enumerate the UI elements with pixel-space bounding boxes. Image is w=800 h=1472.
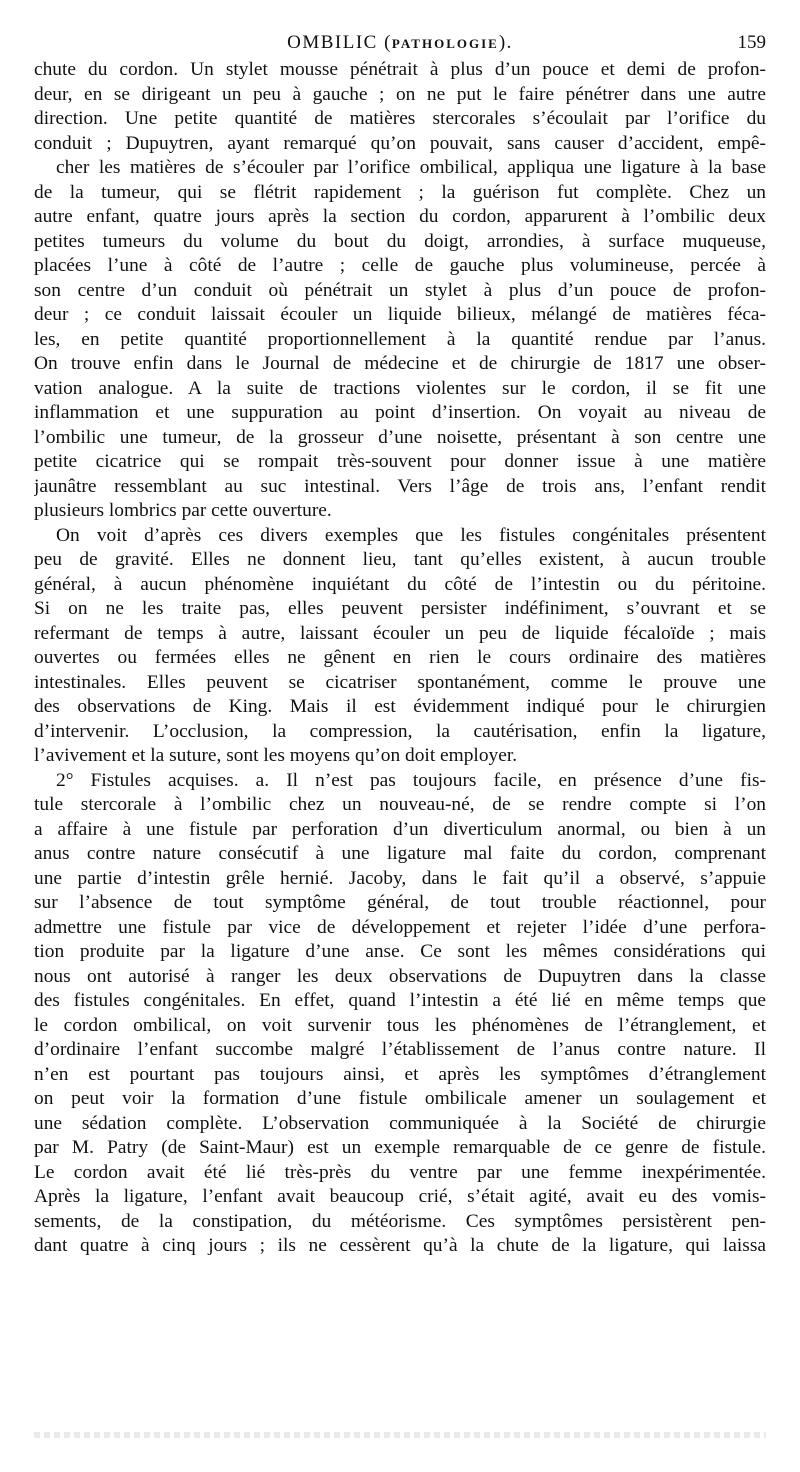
running-title-close: ).	[498, 32, 513, 53]
text-line: Le cordon avait été lié très-près du ventre par une femme inexpérimentée.	[34, 1161, 766, 1183]
text-line: le cordon ombilical, on voit survenir tous les phénomènes de l’étranglement, et	[34, 1014, 766, 1036]
text-line: l’avivement et la suture, sont les moyens qu’on doit employer.	[34, 745, 518, 766]
text-line: petites tumeurs du volume du bout du doigt, arrondies, à surface muqueuse,	[34, 230, 766, 252]
running-title	[34, 30, 766, 57]
text-line: une partie d’intestin grêle hernié. Jacoby, dans le fait qu’il a observé, s’appuie	[34, 867, 766, 889]
text-line: intestinales. Elles peuvent se cicatriser spontanément, comme le prouve une	[34, 671, 766, 693]
text-line: l’ombilic une tumeur, de la grosseur d’une noisette, présentant à son centre une	[34, 426, 766, 448]
text-line: les, en petite quantité proportionnellement à la quantité rendue par l’anus.	[34, 328, 766, 350]
text-line: tion produite par la ligature d’une anse. Ce sont les mêmes considérations qui	[34, 941, 766, 962]
text-line: une sédation complète. L’observation communiquée à la Société de chirurgie	[34, 1112, 766, 1134]
text-line: nous ont autorisé à ranger les deux observations de Dupuytren dans la classe	[34, 965, 766, 987]
text-line: admettre une fistule par vice de développement et rejeter l’idée d’une perfora-	[34, 916, 766, 938]
text-line: des observations de King. Mais il est évidemment indiqué pour le chirurgien	[34, 696, 766, 717]
text-line: conduit ; Dupuytren, ayant remarqué qu’on pouvait, sans causer d’accident, empê-	[34, 132, 766, 154]
text-line: Si on ne les traite pas, elles peuvent persister indéfiniment, s’ouvrant et se	[34, 598, 766, 619]
running-title-main: OMBILIC (	[287, 32, 392, 53]
text-line: 2° Fistules acquises. a. Il n’est pas toujours facile, en présence d’une fis-	[56, 769, 766, 791]
text-line: général, à aucun phénomène inquiétant du côté de l’intestin ou du péritoine.	[34, 573, 766, 595]
running-title-subject: PATHOLOGIE	[391, 36, 499, 51]
text-line: refermant de temps à autre, laissant écouler un peu de liquide fécaloïde ; mais	[34, 622, 766, 644]
text-line: cher les matières de s’écouler par l’orifice ombilical, appliqua une ligature à la base	[56, 157, 766, 178]
text-line: de la tumeur, qui se flétrit rapidement ; la guérison fut complète. Chez un	[34, 181, 766, 203]
text-line: on peut voir la formation d’une fistule ombilicale amener un soulagement et	[34, 1088, 766, 1109]
page-number: 159	[737, 32, 766, 53]
text-line: sur l’absence de tout symptôme général, de tout trouble réactionnel, pour	[34, 892, 766, 913]
text-line: chute du cordon. Un stylet mousse pénétrait à plus d’un pouce et demi de profon-	[34, 59, 766, 80]
text-line: On trouve enfin dans le Journal de médecine et de chirurgie de 1817 une obser-	[34, 353, 766, 374]
body-text	[34, 58, 766, 1259]
text-line: deur ; ce conduit laissait écouler un liquide bilieux, mélangé de matières féca-	[34, 304, 766, 325]
text-line: Après la ligature, l’enfant avait beaucoup crié, s’était agité, avait eu des vomis-	[34, 1186, 766, 1207]
text-line: a affaire à une fistule par perforation d’un diverticulum anormal, ou bien à un	[34, 818, 766, 840]
text-line: plusieurs lombrics par cette ouverture.	[34, 500, 332, 521]
text-line: son centre d’un conduit où pénétrait un stylet à plus d’un pouce de profon-	[34, 279, 766, 301]
page-header	[34, 30, 766, 56]
text-line: des fistules congénitales. En effet, quand l’intestin a été lié en même temps que	[34, 990, 766, 1011]
text-line: direction. Une petite quantité de matières stercorales s’écoulait par l’orifice du	[34, 108, 766, 129]
text-line: dant quatre à cinq jours ; ils ne cessèrent qu’à la chute de la ligature, qui laissa	[34, 1235, 766, 1256]
text-line: inflammation et une suppuration au point d’insertion. On voyait au niveau de	[34, 402, 766, 423]
text-line: par M. Patry (de Saint-Maur) est un exemple remarquable de ce genre de fistule.	[34, 1137, 766, 1158]
text-line: anus contre nature consécutif à une ligature mal faite du cordon, comprenant	[34, 843, 766, 864]
text-line: d’intervenir. L’occlusion, la compression, la cautérisation, enfin la ligature,	[34, 720, 766, 742]
text-line: tule stercorale à l’ombilic chez un nouveau-né, de se rendre compte si l’on	[34, 794, 766, 815]
text-line: autre enfant, quatre jours après la section du cordon, apparurent à l’ombilic deux	[34, 206, 766, 227]
text-line: placées l’une à côté de l’autre ; celle de gauche plus volumineuse, percée à	[34, 255, 766, 276]
text-line: petite cicatrice qui se rompait très-souvent pour donner issue à une matière	[34, 451, 766, 472]
text-line: n’en est pourtant pas toujours ainsi, et après les symptômes d’étranglement	[34, 1063, 766, 1085]
text-line: ouvertes ou fermées elles ne gênent en rien le cours ordinaire des matières	[34, 647, 766, 668]
text-line: sements, de la constipation, du météorisme. Ces symptômes persistèrent pen-	[34, 1210, 766, 1232]
text-line: deur, en se dirigeant un peu à gauche ; on ne put le faire pénétrer dans une autre	[34, 83, 766, 105]
text-line: peu de gravité. Elles ne donnent lieu, tant qu’elles existent, à aucun trouble	[34, 549, 766, 570]
faded-footer-rule	[34, 1432, 766, 1438]
text-line: On voit d’après ces divers exemples que les fistules congénitales présentent	[56, 524, 766, 546]
text-line: jaunâtre ressemblant au suc intestinal. Vers l’âge de trois ans, l’enfant rendit	[34, 475, 766, 497]
text-line: d’ordinaire l’enfant succombe malgré l’établissement de l’anus contre nature. Il	[34, 1039, 766, 1060]
text-line: vation analogue. A la suite de tractions violentes sur le cordon, il se fit une	[34, 377, 766, 399]
